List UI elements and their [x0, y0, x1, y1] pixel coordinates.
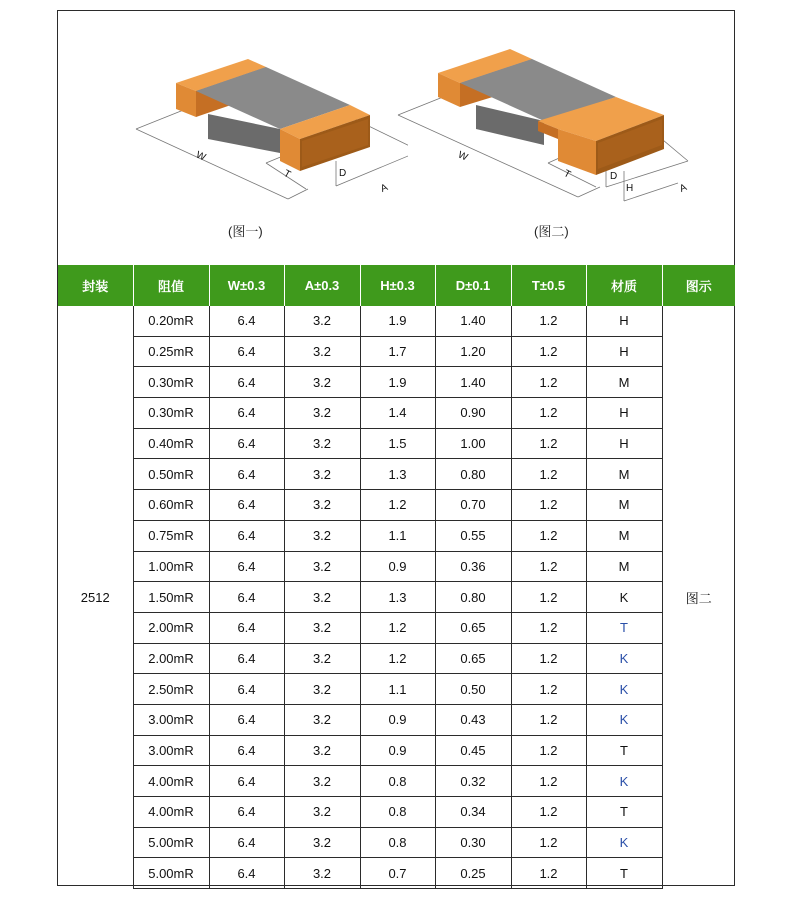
header-a: A±0.3: [284, 265, 360, 306]
table-row: [58, 520, 735, 551]
table-row: [58, 858, 735, 889]
w-cell: 6.4: [209, 336, 284, 367]
table-row: [58, 490, 735, 521]
resistance-cell: 3.00mR: [133, 704, 209, 735]
table-row: [58, 459, 735, 490]
dim-label-t: T: [281, 168, 293, 181]
a-cell: 3.2: [284, 643, 360, 674]
w-cell: 6.4: [209, 735, 284, 766]
w-cell: 6.4: [209, 827, 284, 858]
table-row: [58, 398, 735, 429]
material-cell: K: [586, 827, 662, 858]
figure-ref-cell: 图二: [662, 306, 735, 889]
table-row: [58, 704, 735, 735]
a-cell: 3.2: [284, 582, 360, 613]
a-cell: 3.2: [284, 551, 360, 582]
d-cell: 0.65: [435, 612, 511, 643]
a-cell: 3.2: [284, 306, 360, 336]
figure-1: [88, 11, 408, 265]
h-cell: 0.9: [360, 704, 435, 735]
header-t: T±0.5: [511, 265, 586, 306]
dim-label-t: T: [561, 168, 573, 181]
resistance-cell: 0.20mR: [133, 306, 209, 336]
table-row: [58, 582, 735, 613]
material-cell: K: [586, 582, 662, 613]
table-row: [58, 827, 735, 858]
resistance-cell: 2.50mR: [133, 674, 209, 705]
t-cell: 1.2: [511, 428, 586, 459]
a-cell: 3.2: [284, 674, 360, 705]
t-cell: 1.2: [511, 674, 586, 705]
d-cell: 0.55: [435, 520, 511, 551]
a-cell: 3.2: [284, 459, 360, 490]
h-cell: 1.7: [360, 336, 435, 367]
t-cell: 1.2: [511, 490, 586, 521]
resistance-cell: 1.00mR: [133, 551, 209, 582]
table-body: [58, 306, 735, 889]
table-row: [58, 797, 735, 828]
t-cell: 1.2: [511, 582, 586, 613]
d-cell: 1.00: [435, 428, 511, 459]
table-row: [58, 306, 735, 336]
figure-1-caption: (图一): [228, 224, 263, 239]
h-cell: 0.8: [360, 827, 435, 858]
material-cell: H: [586, 428, 662, 459]
dim-label-d: D: [339, 168, 347, 179]
w-cell: 6.4: [209, 306, 284, 336]
h-cell: 1.1: [360, 674, 435, 705]
material-cell: M: [586, 459, 662, 490]
resistance-cell: 3.00mR: [133, 735, 209, 766]
d-cell: 0.80: [435, 582, 511, 613]
material-cell: H: [586, 336, 662, 367]
a-cell: 3.2: [284, 490, 360, 521]
table-row: [58, 766, 735, 797]
table-row: [58, 428, 735, 459]
dim-label-h: H: [626, 183, 634, 194]
h-cell: 1.9: [360, 367, 435, 398]
w-cell: 6.4: [209, 367, 284, 398]
d-cell: 1.40: [435, 367, 511, 398]
t-cell: 1.2: [511, 459, 586, 490]
material-cell: K: [586, 674, 662, 705]
header-resistance: 阻值: [133, 265, 209, 306]
t-cell: 1.2: [511, 398, 586, 429]
dim-label-a: A: [379, 182, 390, 195]
a-cell: 3.2: [284, 797, 360, 828]
table-row: [58, 367, 735, 398]
h-cell: 0.8: [360, 766, 435, 797]
a-cell: 3.2: [284, 398, 360, 429]
resistance-cell: 2.00mR: [133, 612, 209, 643]
t-cell: 1.2: [511, 336, 586, 367]
t-cell: 1.2: [511, 704, 586, 735]
material-cell: K: [586, 766, 662, 797]
t-cell: 1.2: [511, 367, 586, 398]
d-cell: 1.20: [435, 336, 511, 367]
w-cell: 6.4: [209, 643, 284, 674]
a-cell: 3.2: [284, 858, 360, 889]
a-cell: 3.2: [284, 367, 360, 398]
package-cell: 2512: [58, 306, 133, 889]
header-material: 材质: [586, 265, 662, 306]
a-cell: 3.2: [284, 735, 360, 766]
w-cell: 6.4: [209, 520, 284, 551]
dim-label-a: A: [678, 182, 689, 195]
a-cell: 3.2: [284, 428, 360, 459]
w-cell: 6.4: [209, 428, 284, 459]
w-cell: 6.4: [209, 582, 284, 613]
a-cell: 3.2: [284, 336, 360, 367]
h-cell: 0.9: [360, 551, 435, 582]
material-cell: M: [586, 367, 662, 398]
table-row: [58, 336, 735, 367]
header-w: W±0.3: [209, 265, 284, 306]
w-cell: 6.4: [209, 490, 284, 521]
w-cell: 6.4: [209, 612, 284, 643]
spec-sheet-frame: [57, 10, 735, 886]
resistance-cell: 1.50mR: [133, 582, 209, 613]
t-cell: 1.2: [511, 520, 586, 551]
d-cell: 0.30: [435, 827, 511, 858]
t-cell: 1.2: [511, 735, 586, 766]
t-cell: 1.2: [511, 766, 586, 797]
a-cell: 3.2: [284, 827, 360, 858]
h-cell: 0.8: [360, 797, 435, 828]
material-cell: M: [586, 551, 662, 582]
w-cell: 6.4: [209, 459, 284, 490]
material-cell: M: [586, 490, 662, 521]
resistance-cell: 0.60mR: [133, 490, 209, 521]
header-figure: 图示: [662, 265, 735, 306]
d-cell: 0.25: [435, 858, 511, 889]
header-h: H±0.3: [360, 265, 435, 306]
d-cell: 0.70: [435, 490, 511, 521]
resistance-cell: 5.00mR: [133, 827, 209, 858]
h-cell: 1.3: [360, 459, 435, 490]
w-cell: 6.4: [209, 398, 284, 429]
t-cell: 1.2: [511, 643, 586, 674]
a-cell: 3.2: [284, 612, 360, 643]
t-cell: 1.2: [511, 612, 586, 643]
header-package: 封装: [58, 265, 133, 306]
w-cell: 6.4: [209, 766, 284, 797]
h-cell: 1.2: [360, 643, 435, 674]
h-cell: 0.9: [360, 735, 435, 766]
table-row: [58, 735, 735, 766]
table-row: [58, 551, 735, 582]
material-cell: T: [586, 612, 662, 643]
h-cell: 1.2: [360, 612, 435, 643]
t-cell: 1.2: [511, 551, 586, 582]
w-cell: 6.4: [209, 551, 284, 582]
table-row: [58, 643, 735, 674]
resistance-cell: 5.00mR: [133, 858, 209, 889]
spec-table: [58, 265, 735, 889]
resistance-cell: 0.50mR: [133, 459, 209, 490]
dim-label-d: D: [610, 171, 618, 182]
d-cell: 0.43: [435, 704, 511, 735]
t-cell: 1.2: [511, 858, 586, 889]
d-cell: 0.32: [435, 766, 511, 797]
d-cell: 0.90: [435, 398, 511, 429]
d-cell: 0.50: [435, 674, 511, 705]
dim-label-w: W: [194, 149, 208, 164]
h-cell: 1.1: [360, 520, 435, 551]
material-cell: H: [586, 306, 662, 336]
d-cell: 0.45: [435, 735, 511, 766]
material-cell: T: [586, 797, 662, 828]
h-cell: 1.4: [360, 398, 435, 429]
d-cell: 0.65: [435, 643, 511, 674]
h-cell: 1.2: [360, 490, 435, 521]
figure-2: [388, 11, 734, 265]
resistance-cell: 0.40mR: [133, 428, 209, 459]
t-cell: 1.2: [511, 797, 586, 828]
d-cell: 0.36: [435, 551, 511, 582]
w-cell: 6.4: [209, 797, 284, 828]
figure-area: [58, 11, 734, 265]
d-cell: 1.40: [435, 306, 511, 336]
d-cell: 0.80: [435, 459, 511, 490]
w-cell: 6.4: [209, 858, 284, 889]
resistance-cell: 0.25mR: [133, 336, 209, 367]
h-cell: 1.9: [360, 306, 435, 336]
a-cell: 3.2: [284, 704, 360, 735]
figure-2-caption: (图二): [534, 224, 569, 239]
resistance-cell: 2.00mR: [133, 643, 209, 674]
header-d: D±0.1: [435, 265, 511, 306]
resistance-cell: 4.00mR: [133, 797, 209, 828]
a-cell: 3.2: [284, 766, 360, 797]
material-cell: T: [586, 735, 662, 766]
h-cell: 1.5: [360, 428, 435, 459]
table-row: [58, 674, 735, 705]
w-cell: 6.4: [209, 704, 284, 735]
material-cell: T: [586, 858, 662, 889]
material-cell: M: [586, 520, 662, 551]
t-cell: 1.2: [511, 306, 586, 336]
resistance-cell: 0.75mR: [133, 520, 209, 551]
h-cell: 0.7: [360, 858, 435, 889]
material-cell: K: [586, 704, 662, 735]
t-cell: 1.2: [511, 827, 586, 858]
table-row: [58, 612, 735, 643]
a-cell: 3.2: [284, 520, 360, 551]
resistance-cell: 0.30mR: [133, 398, 209, 429]
table-header-row: [58, 265, 735, 306]
dim-label-w: W: [456, 149, 470, 164]
resistance-cell: 4.00mR: [133, 766, 209, 797]
d-cell: 0.34: [435, 797, 511, 828]
material-cell: K: [586, 643, 662, 674]
material-cell: H: [586, 398, 662, 429]
h-cell: 1.3: [360, 582, 435, 613]
w-cell: 6.4: [209, 674, 284, 705]
resistance-cell: 0.30mR: [133, 367, 209, 398]
